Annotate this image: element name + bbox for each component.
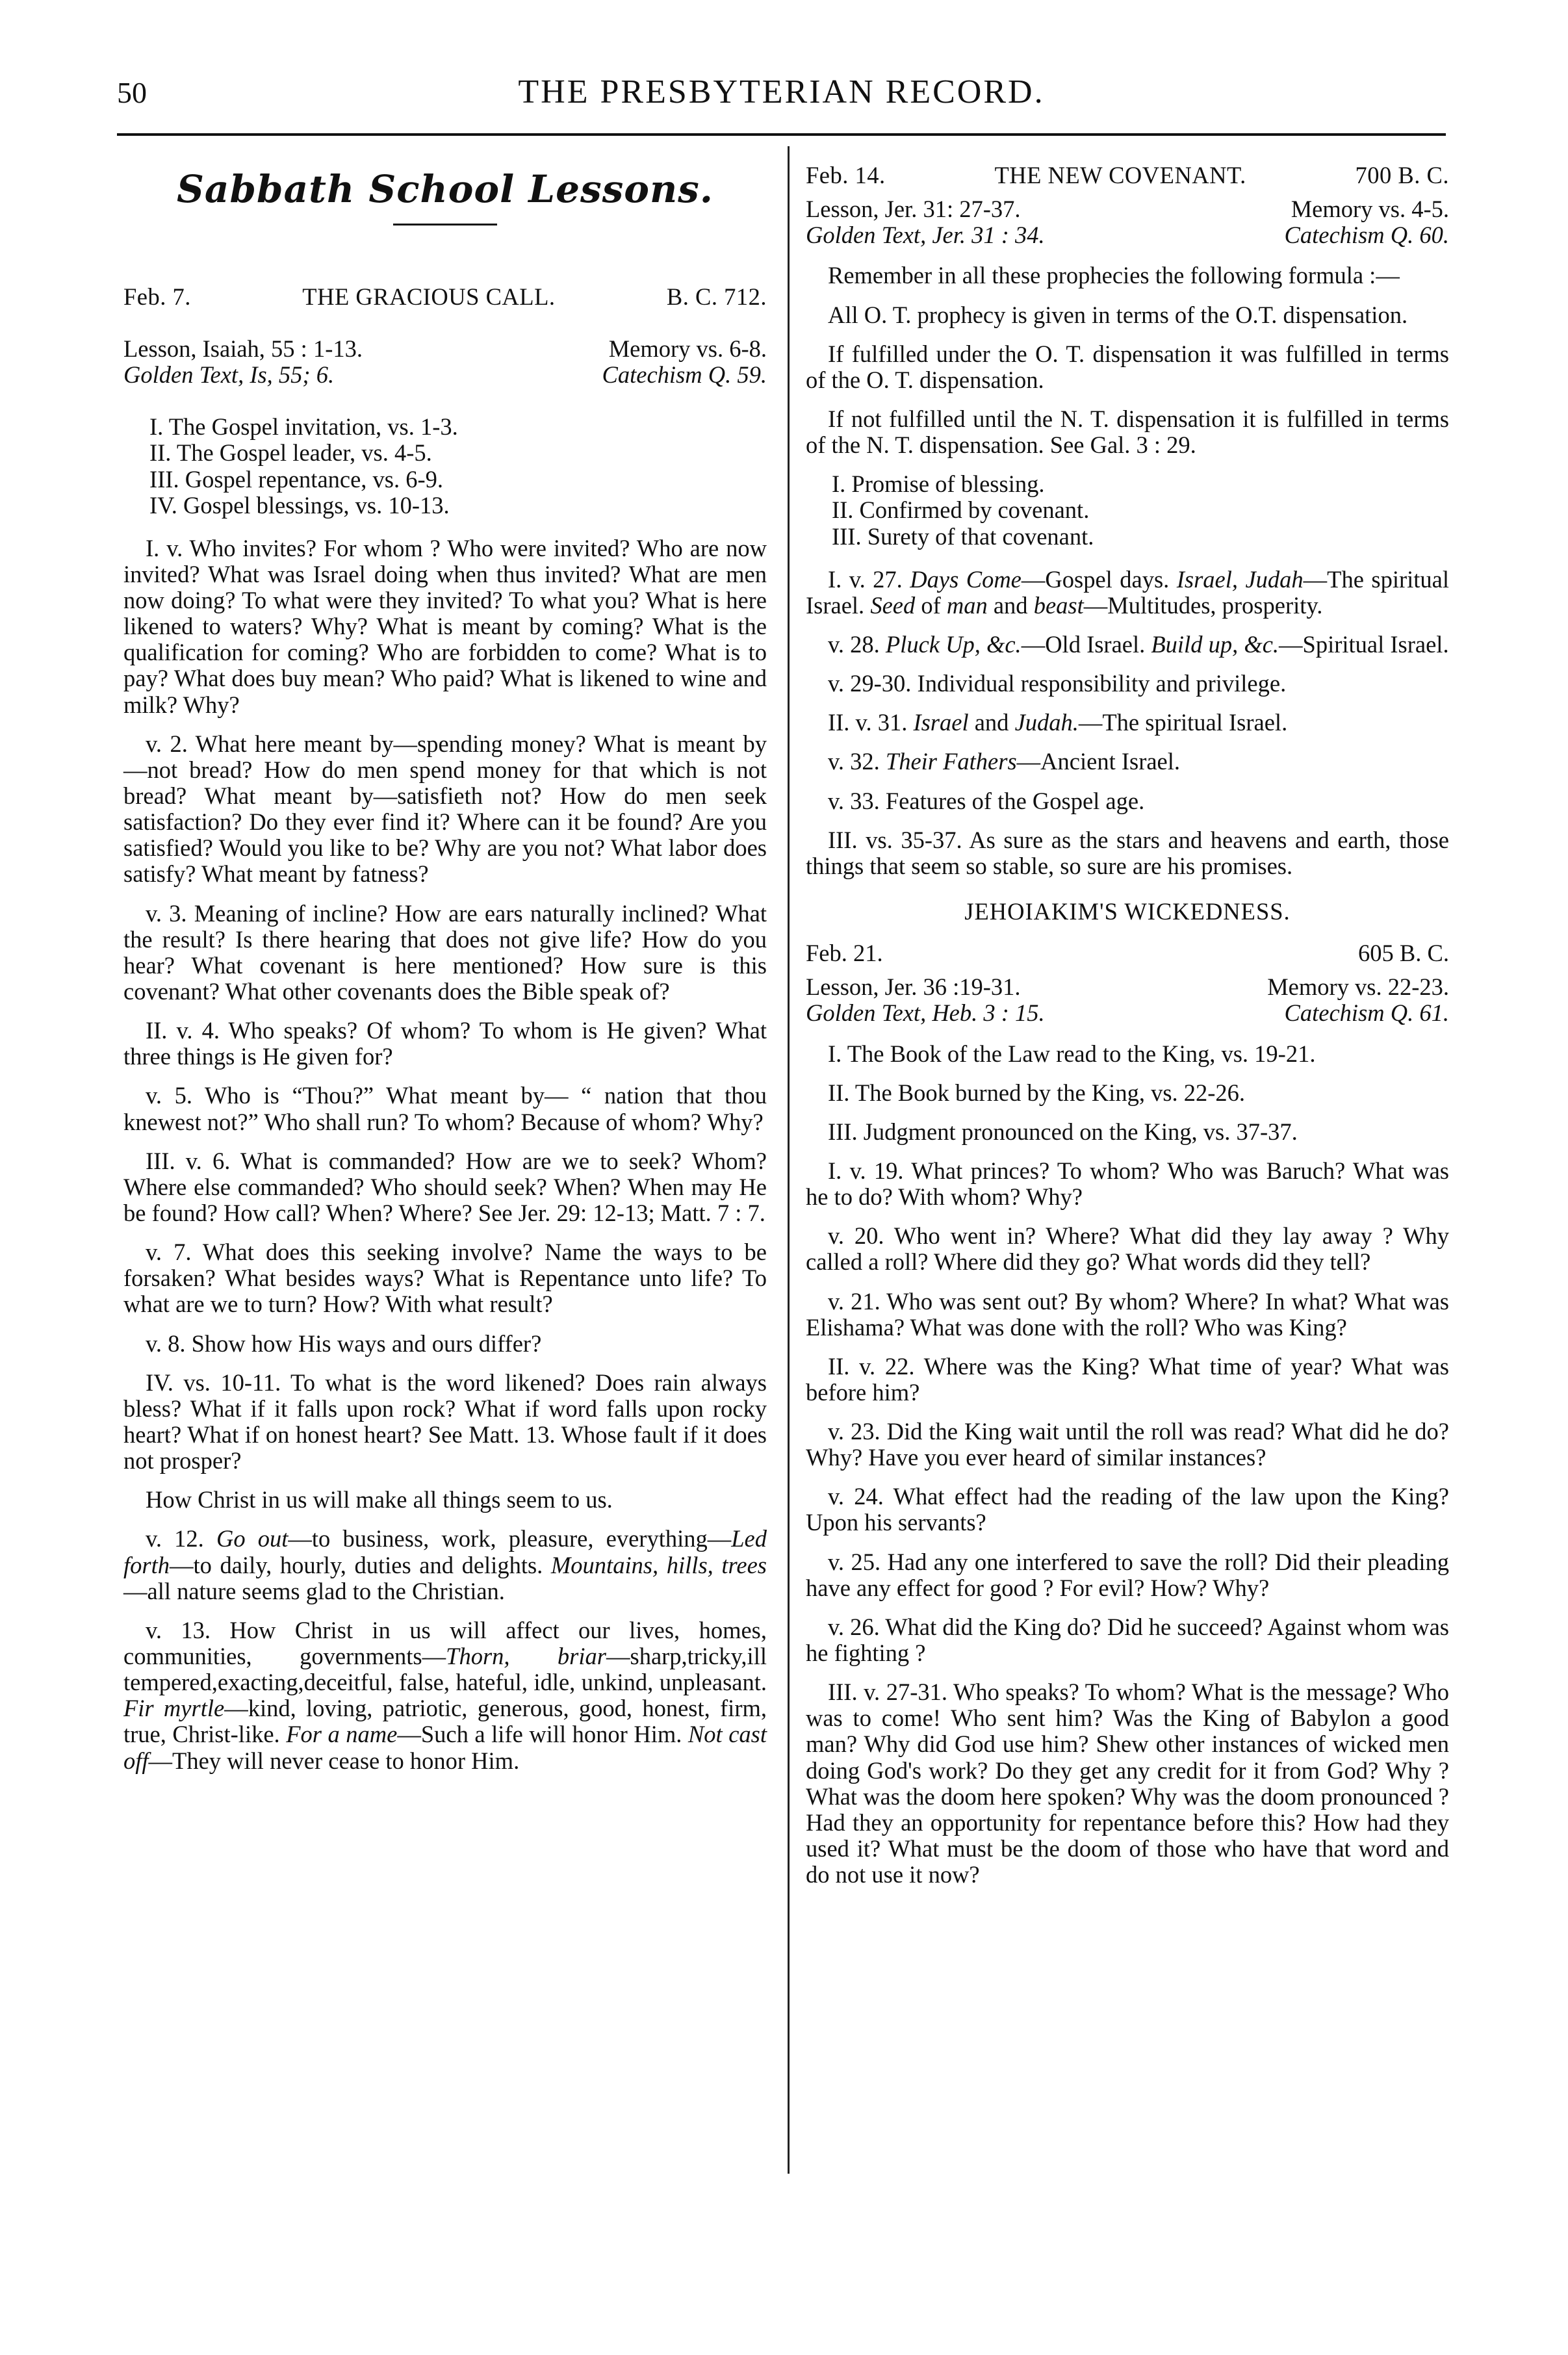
paragraph: v. 8. Show how His ways and ours differ? [146, 1330, 542, 1357]
title-rule [393, 224, 497, 225]
lesson-era: 700 B. C. [1355, 162, 1449, 188]
golden-text: Golden Text, Jer. 31 : 34. [806, 222, 1045, 249]
outline-paragraph: III. Judgment pronounced on the King, vs. 37-37. [828, 1118, 1298, 1145]
paragraph: I. v. 19. What princes? To whom? Who was Baruch? What was he to do? With whom? Why? [806, 1157, 1449, 1211]
outline-item: I. Promise of blessing. [832, 470, 1045, 498]
paragraph-v31: II. v. 31. Israel and Judah.—The spiritual Israel. [828, 709, 1288, 736]
header-rule [117, 133, 1446, 136]
paragraph-v33: v. 33. Features of the Gospel age. [828, 787, 1145, 814]
paragraph: III. v. 27-31. Who speaks? To whom? What is the message? Who was to come! Who sent him? Was the King of Babylon a good man? Why did God use him? Shew other instances of wicked men doing God's work? Do they get any credit for it from God? Why ? What was the doom here spoken? Why was the doom pronounced ? Had they an opportunity for repentance before this? How had they used it? What must be the doom of those who have that word and do not use it now? [806, 1679, 1449, 1888]
paragraph: All O. T. prophecy is given in terms of the O.T. dispensation. [828, 301, 1408, 328]
lesson-era: 605 B. C. [1358, 940, 1449, 967]
lesson-heading: JEHOIAKIM'S WICKEDNESS. [964, 897, 1291, 925]
catechism: Catechism Q. 61. [1284, 999, 1449, 1027]
paragraph: v. 3. Meaning of incline? How are ears naturally inclined? What the result? Is there hearing that does not give life? How do you hear? What covenant is here mentioned? How sure is this covenant? What other covenants does the Bible speak of? [123, 899, 767, 1005]
outline-item: I. The Gospel invitation, vs. 1-3. [149, 413, 458, 441]
lesson-header [806, 940, 1449, 966]
outline-item: III. Gospel repentance, vs. 6-9. [149, 465, 444, 493]
paragraph: IV. vs. 10-11. To what is the word likened? Does rain always bless? What if it falls upon rock? What if word falls upon rocky heart? What if on honest heart? See Matt. 13. Whose fault if it does not prosper? [123, 1369, 767, 1474]
memory-verses: Memory vs. 22-23. [1267, 973, 1449, 1001]
memory-verses: Memory vs. 4-5. [1291, 196, 1449, 223]
lesson-outline [832, 471, 1449, 549]
paragraph: v. 21. Who was sent out? By whom? Where? In what? What was Elishama? What was done with the roll? Who was King? [806, 1287, 1449, 1341]
lesson-date: Feb. 7. [123, 283, 191, 310]
right-column [806, 162, 1449, 1901]
page-number: 50 [117, 76, 147, 109]
running-head: THE PRESBYTERIAN RECORD. [518, 73, 1045, 110]
paragraph-v32: v. 32. Their Fathers—Ancient Israel. [828, 748, 1181, 775]
lesson-meta [806, 196, 1449, 248]
outline-item: II. Confirmed by covenant. [832, 496, 1090, 524]
lesson-era: B. C. 712. [666, 283, 767, 310]
paragraph-v28: v. 28. Pluck Up, &c.—Old Israel. Build up, &c.—Spiritual Israel. [828, 630, 1449, 658]
paragraph-v27: I. v. 27. Days Come—Gospel days. Israel, Judah—The spiritual Israel. Seed of man and beast—Multitudes, prosperity. [806, 565, 1449, 619]
lesson-outline [149, 414, 767, 519]
lesson-reference: Lesson, Jer. 31: 27-37. [806, 196, 1021, 223]
lesson-reference: Lesson, Isaiah, 55 : 1-13. [123, 335, 363, 362]
outline-item: III. Surety of that covenant. [832, 522, 1094, 550]
lesson-date: Feb. 21. [806, 940, 883, 967]
catechism: Catechism Q. 60. [1284, 222, 1449, 249]
paragraph: v. 24. What effect had the reading of the law upon the King? Upon his servants? [806, 1483, 1449, 1536]
paragraph: v. 23. Did the King wait until the roll was read? What did he do? Why? Have you ever heard of similar instances? [806, 1418, 1449, 1471]
lesson-title: THE GRACIOUS CALL. [302, 283, 556, 310]
paragraph: v. 2. What here meant by—spending money? What is meant by—not bread? How do men spend money for that which is not bread? What meant by—satisfieth not? How do men seek satisfaction? Do they ever find it? Where can it be found? Are you satisfied? Would you like to be? Why are you not? What labor does satisfy? What meant by fatness? [123, 730, 767, 888]
paragraph: III. v. 6. What is commanded? How are we to seek? Whom? Where else commanded? Who should seek? When? When may He be found? How call? When? Where? See Jer. 29: 12-13; Matt. 7 : 7. [123, 1147, 767, 1227]
lesson-header [806, 162, 1449, 188]
paragraph-v29-30: v. 29-30. Individual responsibility and privilege. [828, 670, 1287, 697]
paragraph: II. v. 22. Where was the King? What time of year? What was before him? [806, 1352, 1449, 1406]
page-header [117, 62, 1446, 121]
lesson-title: THE NEW COVENANT. [994, 162, 1246, 188]
section-title: Sabbath School Lessons. [177, 167, 713, 211]
outline-item: IV. Gospel blessings, vs. 10-13. [149, 491, 450, 519]
column-divider [788, 146, 790, 2174]
paragraph: v. 5. Who is “Thou?” What meant by— “ nation that thou knewest not?” Who shall run? To whom? Because of whom? Why? [123, 1082, 767, 1135]
outline-paragraph: I. The Book of the Law read to the King, vs. 19-21. [828, 1040, 1316, 1067]
paragraph: I. v. Who invites? For whom ? Who were invited? Who are now invited? What was Israel doing when thus invited? What are men now doing? To what were they invited? To what you? What is here likened to waters? Why? What is meant by coming? What is the qualification for coming? Who are forbidden to come? What is to pay? What does buy mean? Who paid? What is likened to wine and milk? Why? [123, 534, 767, 718]
memory-verses: Memory vs. 6-8. [608, 335, 767, 362]
paragraph: If not fulfilled until the N. T. dispensation it is fulfilled in terms of the N. T. dispensation. See Gal. 3 : 29. [806, 405, 1449, 459]
paragraph-v35-37: III. vs. 35-37. As sure as the stars and heavens and earth, those things that seem so stable, so sure are his promises. [806, 826, 1449, 879]
paragraph: v. 7. What does this seeking involve? Name the ways to be forsaken? What besides ways? What is Repentance unto life? To what are we to turn? How? With what result? [123, 1239, 767, 1318]
paragraph-v13: v. 13. How Christ in us will affect our lives, homes, communities, governments—Thorn, briar—sharp,tricky,ill tempered,exacting,deceitful, false, hateful, idle, unkind, unpleasant. Fir myrtle—kind, loving, patriotic, generous, good, honest, firm, true, Christ-like. For a name—Such a life will honor Him. Not cast off—They will never cease to honor Him. [123, 1616, 767, 1774]
lesson-date: Feb. 14. [806, 162, 886, 188]
paragraph: II. v. 4. Who speaks? Of whom? To whom is He given? What three things is He given for? [123, 1017, 767, 1070]
outline-paragraph: II. The Book burned by the King, vs. 22-26. [828, 1079, 1246, 1106]
golden-text: Golden Text, Heb. 3 : 15. [806, 999, 1045, 1027]
paragraph: v. 20. Who went in? Where? What did they lay away ? Why called a roll? Where did they go? What words did they tell? [806, 1222, 1449, 1276]
paragraph: v. 25. Had any one interfered to save the roll? Did their pleading have any effect for good ? For evil? How? Why? [806, 1548, 1449, 1601]
lesson-meta [806, 974, 1449, 1026]
paragraph: v. 26. What did the King do? Did he succeed? Against whom was he fighting ? [806, 1613, 1449, 1667]
outline-item: II. The Gospel leader, vs. 4-5. [149, 439, 432, 467]
paragraph: Remember in all these prophecies the following formula :— [828, 262, 1400, 289]
lesson-reference: Lesson, Jer. 36 :19-31. [806, 973, 1021, 1001]
paragraph-v12: v. 12. Go out—to business, work, pleasure, everything—Led forth—to daily, hourly, duties and delights. Mountains, hills, trees—all nature seems glad to the Christian. [123, 1525, 767, 1604]
lesson-meta [123, 336, 767, 388]
paragraph: How Christ in us will make all things seem to us. [146, 1486, 613, 1513]
golden-text: Golden Text, Is, 55; 6. [123, 361, 335, 389]
left-column [123, 162, 767, 1787]
paragraph: If fulfilled under the O. T. dispensation it was fulfilled in terms of the O. T. dispensation. [806, 340, 1449, 393]
lesson-header [123, 284, 767, 310]
catechism: Catechism Q. 59. [602, 361, 767, 389]
